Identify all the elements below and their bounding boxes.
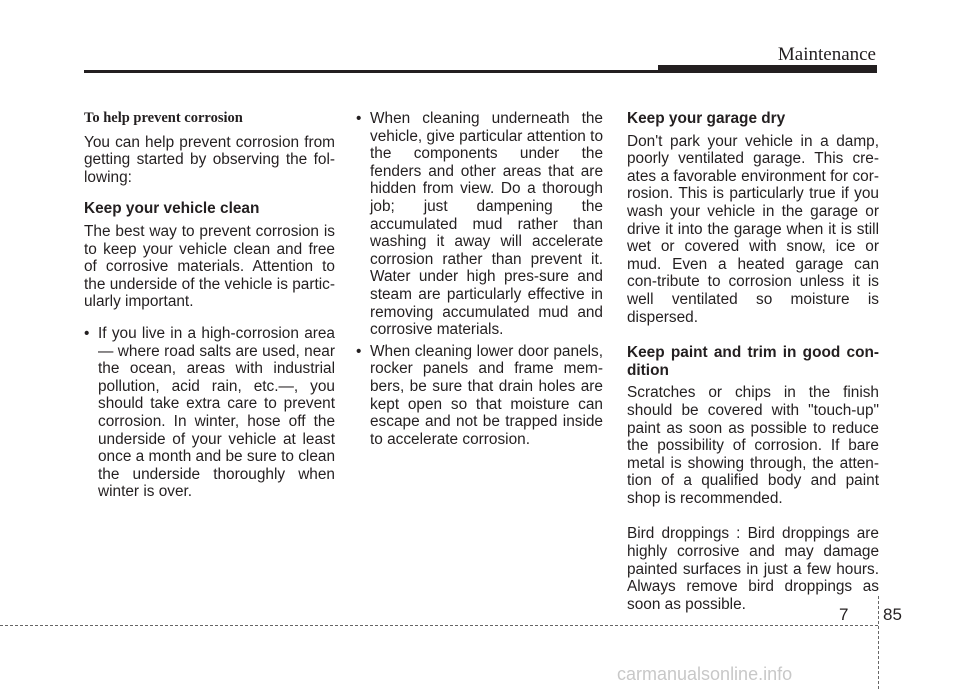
column-2 (356, 110, 603, 452)
list-item (356, 343, 603, 449)
header-rule-accent (658, 65, 877, 73)
list-item-text: When cleaning underneath the vehicle, give particular attention to the components under the fenders and other areas that are hidden from view. Do a thorough job; just dampening the accumulated mud rather than washing it away will accelerate corrosion rather than prevent it. Water under high pres-sure and steam are particularly effective in removing accumulated mud and corrosive materials. (370, 110, 603, 339)
keep-clean-heading: Keep your vehicle clean (84, 200, 260, 218)
watermark: carmanualsonline.info (617, 664, 793, 684)
column-3 (627, 110, 879, 627)
page-number: 85 (883, 605, 902, 624)
list-item (84, 325, 335, 501)
keep-clean-paragraph: The best way to prevent corrosion is to keep your vehicle clean and free of corrosive materials. Attention to the underside of the vehicle is partic-ularly important. (84, 222, 335, 311)
garage-dry-paragraph: Don't park your vehicle in a damp, poorly ventilated garage. This cre-ates a favorable environment for cor-rosion. This is particularly true if you wash your vehicle in the garage or drive it into the garage when it is still wet or covered with snow, ice or mud. Even a heated garage can con-tribute to corrosion unless it is well ventilated so moisture is dispersed. (627, 132, 879, 326)
header-rule (84, 70, 660, 73)
intro-paragraph: You can help prevent corrosion from getting started by observing the fol-lowing: (84, 133, 335, 186)
paint-trim-heading: Keep paint and trim in good con-dition (627, 344, 879, 379)
section-title: Maintenance (777, 44, 876, 65)
paint-trim-paragraph: Scratches or chips in the finish should be covered with "touch-up" paint as soon as possible to reduce the possibility of corrosion. If bare metal is showing through, the atten-tion of a qualified body and paint shop is recommended. (627, 384, 879, 507)
footer-dashed-rule (0, 625, 878, 626)
bullet-list (356, 110, 603, 448)
corrosion-heading: To help prevent corrosion (84, 110, 243, 126)
list-item-text: When cleaning lower door panels, rocker panels and frame mem-bers, be sure that drain holes are kept open so that moisture can escape and not be trapped inside to accelerate corrosion. (370, 342, 603, 448)
list-item-text: If you live in a high-corrosion area — where road salts are used, near the ocean, areas with industrial pollution, acid rain, etc.—, you should take extra care to prevent corrosion. In winter, hose off the underside of your vehicle at least once a month and be sure to clean the underside thoroughly when winter is over. (98, 324, 336, 501)
garage-dry-heading: Keep your garage dry (627, 110, 786, 127)
bird-droppings-paragraph: Bird droppings : Bird droppings are highly corrosive and may damage painted surfaces in just a few hours. Always remove bird droppings as soon as possible. (627, 525, 879, 613)
bullet-icon: • (356, 342, 362, 360)
bullet-list (84, 325, 335, 501)
bullet-icon: • (84, 324, 90, 342)
list-item (356, 110, 603, 339)
chapter-number: 7 (839, 605, 849, 624)
bullet-icon: • (356, 110, 362, 127)
column-1 (84, 110, 335, 505)
footer-dashed-divider (878, 596, 879, 689)
